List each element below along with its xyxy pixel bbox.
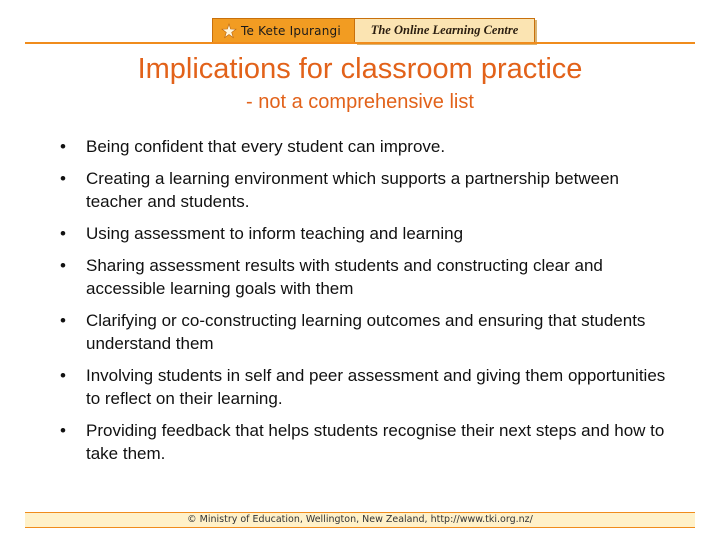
bullet-list bbox=[60, 135, 675, 474]
footer-copyright: © Ministry of Education, Wellington, New Zealand, http://www.tki.org.nz/ bbox=[25, 513, 695, 528]
list-item bbox=[60, 254, 675, 300]
bullet-text: Creating a learning environment which supports a partnership between teacher and students. bbox=[86, 169, 619, 211]
bullet-marker: • bbox=[60, 256, 66, 275]
bullet-marker: • bbox=[60, 169, 66, 188]
slide-title: Implications for classroom practice bbox=[137, 53, 583, 85]
bullet-marker: • bbox=[60, 137, 66, 156]
logo-left-panel bbox=[212, 18, 355, 43]
logo-right-text: The Online Learning Centre bbox=[370, 23, 519, 37]
list-item bbox=[60, 135, 675, 158]
bullet-marker: • bbox=[60, 311, 66, 330]
bullet-marker: • bbox=[60, 224, 66, 243]
logo-left-text: Te Kete Ipurangi bbox=[241, 23, 341, 38]
list-item bbox=[60, 364, 675, 410]
bullet-text: Providing feedback that helps students recognise their next steps and how to take them. bbox=[86, 421, 665, 463]
bullet-text: Sharing assessment results with students and constructing clear and accessible learning goals with them bbox=[86, 256, 603, 298]
star-icon bbox=[221, 23, 237, 39]
bullet-text: Being confident that every student can improve. bbox=[86, 137, 446, 156]
list-item bbox=[60, 309, 675, 355]
list-item bbox=[60, 167, 675, 213]
list-item bbox=[60, 419, 675, 465]
header-divider bbox=[25, 42, 695, 44]
bullet-marker: • bbox=[60, 366, 66, 385]
list-item bbox=[60, 222, 675, 245]
bullet-text: Using assessment to inform teaching and learning bbox=[86, 224, 464, 243]
slide-subtitle: - not a comprehensive list bbox=[246, 91, 474, 113]
bullet-text: Involving students in self and peer assessment and giving them opportunities to reflect on their learning. bbox=[86, 366, 666, 408]
logo-right-panel bbox=[355, 18, 535, 43]
bullet-text: Clarifying or co-constructing learning outcomes and ensuring that students understand them bbox=[86, 311, 646, 353]
tki-logo[interactable] bbox=[212, 18, 535, 43]
bullet-marker: • bbox=[60, 421, 66, 440]
